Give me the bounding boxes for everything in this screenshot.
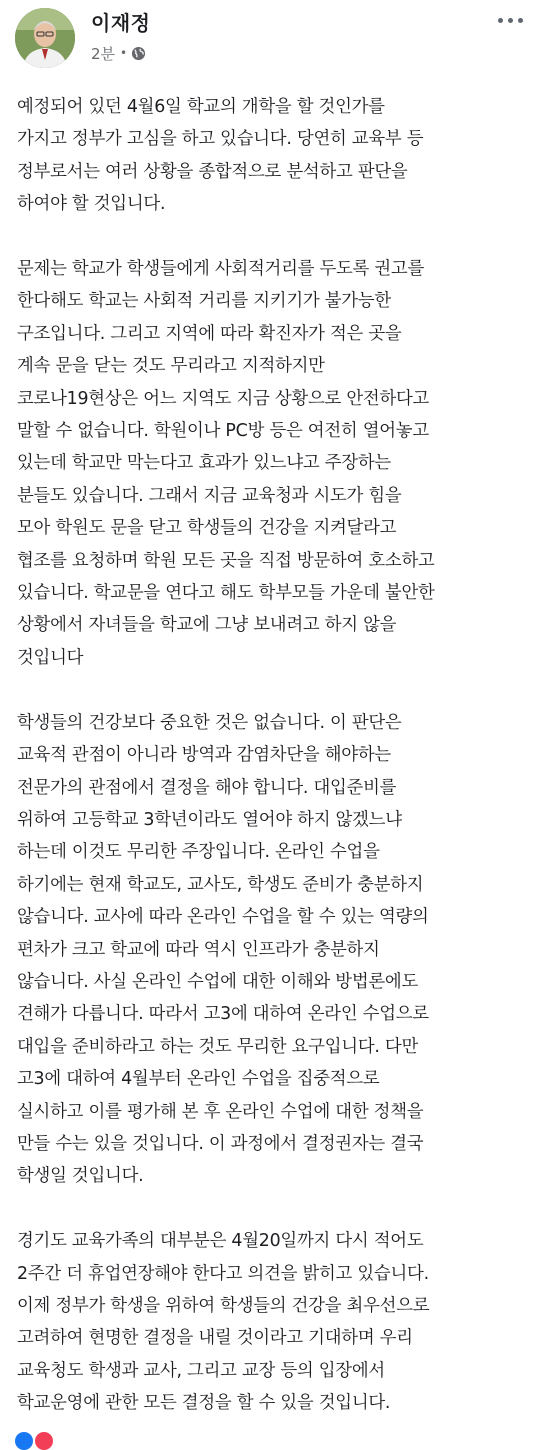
post-meta bbox=[91, 42, 146, 64]
love-reaction-icon bbox=[35, 1432, 53, 1450]
post-timestamp[interactable]: 2분 bbox=[91, 44, 116, 63]
meta-separator: • bbox=[120, 46, 128, 60]
reaction-icons[interactable] bbox=[15, 1432, 53, 1450]
author-name[interactable]: 이재정 bbox=[91, 11, 151, 35]
post-paragraph: 경기도 교육가족의 대부분은 4월20일까지 다시 적어도 2주간 더 휴업연장해야 한다고 의견을 밝히고 있습니다. 이제 정부가 학생을 위하여 학생들의 건강을 최우선으로 고려하여 현명한 결정을 내릴 것이라고 기대하며 우리 교육청도 학생과 교사, 그리고 교장 등의 입장에서 학교운영에 관한 모든 결정을 할 수 있을 것입니다. bbox=[17, 1231, 430, 1414]
more-options-icon[interactable] bbox=[498, 10, 523, 30]
globe-icon[interactable] bbox=[131, 46, 146, 61]
post-body bbox=[17, 91, 537, 1420]
post-header bbox=[0, 0, 547, 76]
avatar-photo bbox=[15, 8, 75, 68]
more-dot bbox=[518, 18, 523, 23]
author-avatar[interactable] bbox=[15, 8, 75, 68]
like-reaction-icon bbox=[15, 1432, 33, 1450]
post-paragraph: 예정되어 있던 4월6일 학교의 개학을 할 것인가를 가지고 정부가 고심을 하고 있습니다. 당연히 교육부 등 정부로서는 여러 상황을 종합적으로 분석하고 판단을 하여야 할 것입니다. bbox=[17, 97, 424, 215]
more-dot bbox=[498, 18, 503, 23]
post-paragraph: 학생들의 건강보다 중요한 것은 없습니다. 이 판단은 교육적 관점이 아니라 방역과 감염차단을 해야하는 전문가의 관점에서 결정을 해야 합니다. 대입준비를 위하여 고등학교 3학년이라도 열어야 하지 않겠느냐 하는데 이것도 무리한 주장입니다. 온라인 수업을 하기에는 현재 학교도, 교사도, 학생도 준비가 충분하지 않습니다. 교사에 따라 온라인 수업을 할 수 있는 역량의 편차가 크고 학교에 따라 역시 인프라가 충분하지 않습니다. 사실 온라인 수업에 대한 이해와 방법론에도 견해가 다릅니다. 따라서 고3에 대하여 온라인 수업으로 대입을 준비하라고 하는 것도 무리한 요구입니다. 다만 고3에 대하여 4월부터 온라인 수업을 집중적으로 실시하고 이를 평가해 본 후 온라인 수업에 대한 정책을 만들 수는 있을 것입니다. 이 과정에서 결정권자는 결국 학생일 것입니다. bbox=[17, 712, 429, 1187]
post-paragraph: 문제는 학교가 학생들에게 사회적거리를 두도록 권고를 한다해도 학교는 사회적 거리를 지키기가 불가능한 구조입니다. 그리고 지역에 따라 확진자가 적은 곳을 계속 문을 닫는 것도 무리라고 지적하지만 코로나19현상은 어느 지역도 지금 상황으로 안전하다고 말할 수 없습니다. 학원이나 PC방 등은 여전히 열어놓고 있는데 학교만 막는다고 효과가 있느냐고 주장하는 분들도 있습니다. 그래서 지금 교육청과 시도가 힘을 모아 학원도 문을 닫고 학생들의 건강을 지켜달라고 협조를 요청하며 학원 모든 곳을 직접 방문하여 호소하고 있습니다. 학교문을 연다고 해도 학부모들 가운데 불안한 상황에서 자녀들을 학교에 그냥 보내려고 하지 않을 것입니다 bbox=[17, 259, 435, 668]
more-dot bbox=[508, 18, 513, 23]
